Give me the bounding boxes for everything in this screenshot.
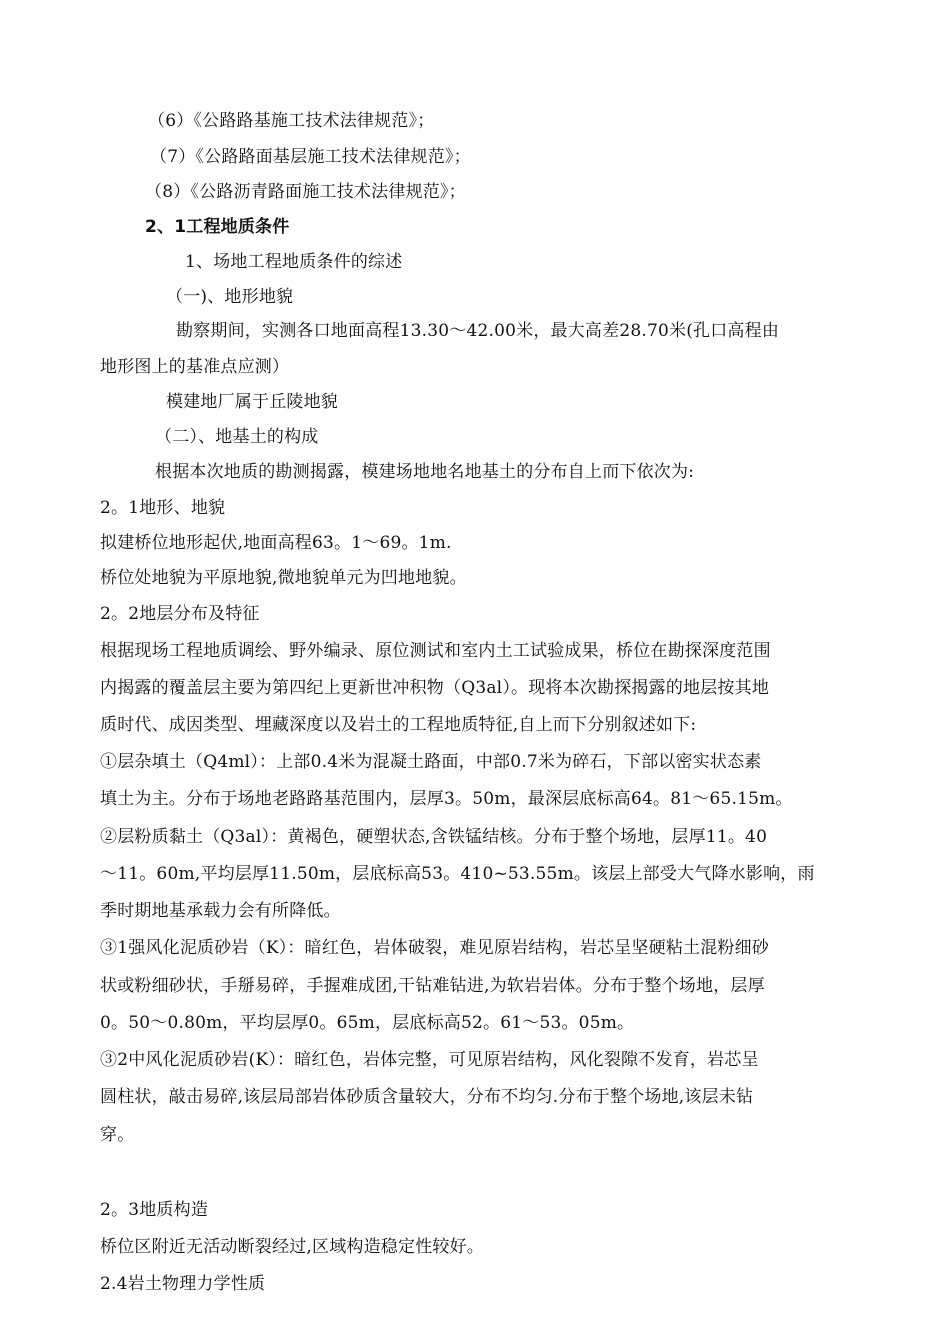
layer-3-1-line: 0。50～0.80m，平均层厚0。65m，层底标高52。61～53。05m。 bbox=[100, 1013, 635, 1033]
spec-item-7: （7）《公路路面基层施工技术法律规范》； bbox=[150, 147, 471, 167]
paragraph-line: 地形图上的基准点应测） bbox=[100, 357, 290, 377]
layer-3-2-line: 穿。 bbox=[100, 1125, 135, 1145]
layer-2-line: 季时期地基承载力会有所降低。 bbox=[100, 901, 341, 921]
layer-2-line: ～11。60m,平均层厚11.50m，层底标高53。410~53.55m。该层上部受大气降水影响，雨 bbox=[100, 864, 815, 884]
paragraph-line: 拟建桥位地形起伏,地面高程63。1～69。1m. bbox=[100, 533, 452, 553]
layer-3-2-line: 圆柱状，敲击易碎,该层局部岩体砂质含量较大，分布不均匀.分布于整个场地,该层未钻 bbox=[100, 1087, 754, 1107]
paragraph-line: 根据现场工程地质调绘、野外编录、原位测试和室内土工试验成果，桥位在勘探深度范围 bbox=[100, 641, 771, 661]
paragraph-line: 勘察期间，实测各口地面高程13.30～42.00米，最大高差28.70米(孔口高程由 bbox=[176, 321, 780, 341]
spec-item-6: （6）《公路路基施工技术法律规范》； bbox=[148, 111, 435, 131]
layer-1-line: ①层杂填土（Q4ml）：上部0.4米为混凝土路面，中部0.7米为碎石，下部以密实状态素 bbox=[100, 752, 762, 772]
paragraph-line: 桥位区附近无活动断裂经过,区域构造稳定性较好。 bbox=[100, 1237, 485, 1257]
section-heading-2-1: 2、1工程地质条件 bbox=[145, 217, 290, 237]
layer-3-1-line: ③1强风化泥质砂岩（K）：暗红色，岩体破裂，难见原岩结构，岩芯呈坚硬粘土混粉细砂 bbox=[100, 938, 770, 958]
spec-item-8: （8）《公路沥青路面施工技术法律规范》； bbox=[145, 182, 466, 202]
subheading-terrain: （一)、地形地貌 bbox=[166, 287, 294, 307]
subheading-foundation-soil: （二）、地基土的构成 bbox=[155, 427, 319, 447]
paragraph-line: 内揭露的覆盖层主要为第四纪上更新世冲积物（Q3al）。现将本次勘探揭露的地层按其地 bbox=[100, 678, 770, 698]
layer-1-line: 填土为主。分布于场地老路路基范围内，层厚3。50m，最深层底标高64。81～65.15m。 bbox=[100, 789, 793, 809]
subsection-heading-1: 1、场地工程地质条件的综述 bbox=[185, 252, 403, 272]
paragraph-line: 根据本次地质的勘测揭露，模建场地地名地基土的分布自上而下依次为: bbox=[155, 462, 695, 482]
subsection-heading-2-1: 2。1地形、地貌 bbox=[100, 498, 226, 518]
subsection-heading-2-2: 2。2地层分布及特征 bbox=[100, 604, 260, 624]
layer-2-line: ②层粉质黏土（Q3al）：黄褐色，硬塑状态,含铁锰结核。分布于整个场地，层厚11。40 bbox=[100, 827, 768, 847]
layer-3-2-line: ③2中风化泥质砂岩(K）：暗红色，岩体完整，可见原岩结构，风化裂隙不发育，岩芯呈 bbox=[100, 1050, 759, 1070]
paragraph-line: 模建地厂属于丘陵地貌 bbox=[166, 392, 338, 412]
layer-3-1-line: 状或粉细砂状，手掰易碎，手握难成团,干钻难钻进,为软岩岩体。分布于整个场地，层厚 bbox=[100, 976, 765, 996]
paragraph-line: 桥位处地貌为平原地貌,微地貌单元为凹地地貌。 bbox=[100, 568, 467, 588]
subsection-heading-2-3: 2。3地质构造 bbox=[100, 1200, 209, 1220]
paragraph-line: 质时代、成因类型、埋藏深度以及岩土的工程地质特征,自上而下分别叙述如下: bbox=[100, 715, 697, 735]
subsection-heading-2-4: 2.4岩土物理力学性质 bbox=[100, 1274, 266, 1294]
